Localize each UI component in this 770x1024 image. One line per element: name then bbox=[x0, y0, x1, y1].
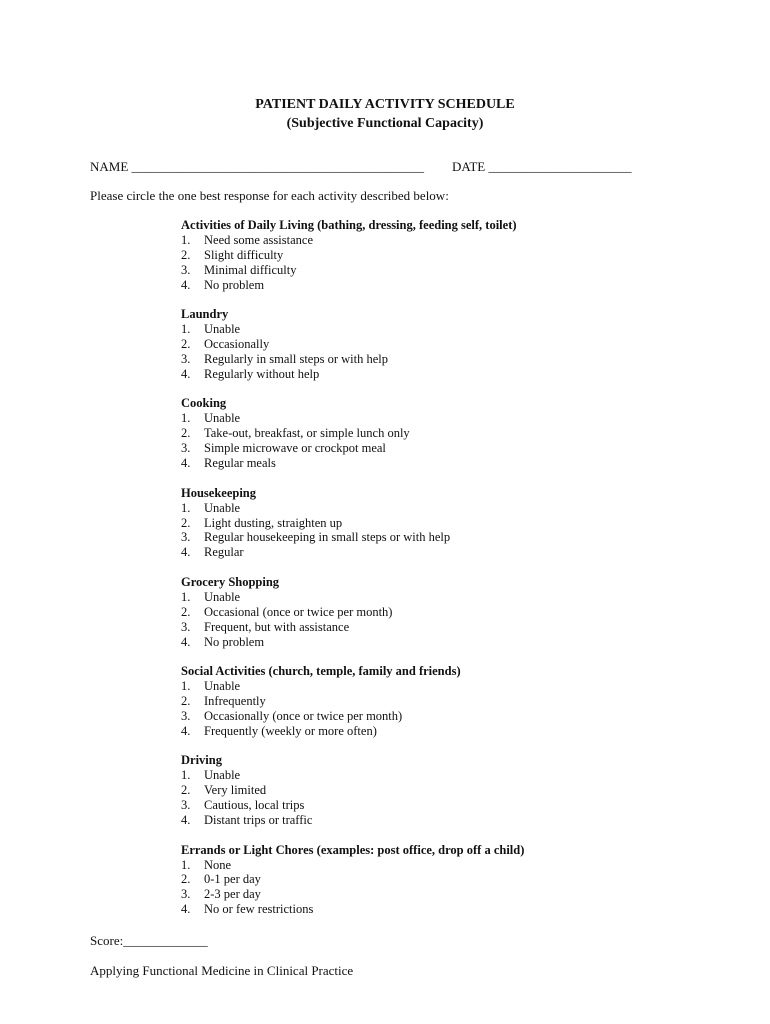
response-option[interactable] bbox=[181, 635, 661, 650]
response-option[interactable] bbox=[181, 516, 661, 531]
footer-text: Applying Functional Medicine in Clinical Practice bbox=[90, 963, 354, 978]
option-text: Regular housekeeping in small steps or with help bbox=[204, 530, 451, 545]
response-option[interactable] bbox=[181, 887, 661, 902]
option-number: 4. bbox=[181, 277, 191, 292]
response-option[interactable] bbox=[181, 798, 661, 813]
option-number: 2. bbox=[181, 872, 191, 887]
option-number: 2. bbox=[181, 694, 191, 708]
response-option[interactable] bbox=[181, 694, 661, 709]
response-option[interactable] bbox=[181, 441, 661, 456]
option-number: 2. bbox=[181, 783, 191, 798]
option-number: 3. bbox=[181, 798, 191, 813]
response-option[interactable] bbox=[181, 858, 661, 873]
response-option[interactable] bbox=[181, 545, 661, 560]
activity-section bbox=[181, 218, 661, 293]
option-number: 4. bbox=[181, 813, 191, 828]
document-subtitle: (Subjective Functional Capacity) bbox=[286, 116, 484, 131]
option-number: 4. bbox=[181, 366, 191, 381]
response-option[interactable] bbox=[181, 768, 661, 783]
option-number: 2. bbox=[181, 515, 191, 530]
response-option[interactable] bbox=[181, 278, 661, 293]
response-option[interactable] bbox=[181, 367, 661, 382]
activity-sections bbox=[181, 218, 661, 932]
response-option[interactable] bbox=[181, 530, 661, 545]
option-text: Simple microwave or crockpot meal bbox=[204, 441, 386, 456]
option-text: Occasionally (once or twice per month) bbox=[204, 708, 403, 723]
response-option[interactable] bbox=[181, 872, 661, 887]
option-text: Cautious, local trips bbox=[204, 798, 305, 813]
activity-section bbox=[181, 396, 661, 471]
option-text: Unable bbox=[204, 500, 241, 515]
option-number: 2. bbox=[181, 247, 191, 262]
option-text: None bbox=[204, 857, 232, 872]
option-number: 1. bbox=[181, 233, 191, 247]
response-option[interactable] bbox=[181, 813, 661, 828]
activity-section bbox=[181, 575, 661, 650]
activity-section bbox=[181, 753, 661, 828]
option-number: 3. bbox=[181, 441, 191, 456]
response-option[interactable] bbox=[181, 456, 661, 471]
option-text: 2-3 per day bbox=[204, 887, 261, 902]
option-number: 1. bbox=[181, 500, 191, 515]
option-number: 1. bbox=[181, 322, 191, 337]
option-number: 3. bbox=[181, 619, 191, 634]
option-text: Infrequently bbox=[204, 694, 266, 708]
response-option[interactable] bbox=[181, 783, 661, 798]
option-text: No problem bbox=[204, 277, 265, 292]
option-text: Regular meals bbox=[204, 456, 276, 471]
response-option[interactable] bbox=[181, 501, 661, 516]
name-field[interactable]: NAME _____________________________________________ bbox=[90, 159, 425, 174]
option-number: 2. bbox=[181, 337, 191, 352]
option-text: Light dusting, straighten up bbox=[204, 515, 343, 530]
date-field[interactable]: DATE ______________________ bbox=[452, 159, 632, 174]
option-number: 2. bbox=[181, 426, 191, 441]
option-number: 3. bbox=[181, 352, 191, 367]
response-option[interactable] bbox=[181, 411, 661, 426]
option-text: Regularly in small steps or with help bbox=[204, 352, 389, 367]
response-option[interactable] bbox=[181, 679, 661, 694]
response-option[interactable] bbox=[181, 233, 661, 248]
section-title: Errands or Light Chores (examples: post office, drop off a child) bbox=[181, 842, 525, 857]
section-title: Driving bbox=[181, 753, 222, 768]
option-number: 3. bbox=[181, 530, 191, 545]
option-number: 3. bbox=[181, 262, 191, 277]
option-number: 4. bbox=[181, 723, 191, 738]
option-number: 3. bbox=[181, 708, 191, 723]
section-title: Housekeeping bbox=[181, 485, 257, 500]
response-option[interactable] bbox=[181, 902, 661, 917]
option-text: Regular bbox=[204, 545, 244, 560]
response-option[interactable] bbox=[181, 337, 661, 352]
option-text: Unable bbox=[204, 768, 241, 783]
response-option[interactable] bbox=[181, 426, 661, 441]
option-number: 1. bbox=[181, 679, 191, 694]
response-option[interactable] bbox=[181, 263, 661, 278]
section-title: Cooking bbox=[181, 396, 227, 411]
option-number: 1. bbox=[181, 411, 191, 426]
response-option[interactable] bbox=[181, 709, 661, 724]
option-number: 3. bbox=[181, 887, 191, 902]
option-text: 0-1 per day bbox=[204, 872, 261, 887]
activity-section bbox=[181, 664, 661, 739]
response-option[interactable] bbox=[181, 620, 661, 635]
section-title: Activities of Daily Living (bathing, dressing, feeding self, toilet) bbox=[181, 218, 517, 232]
section-title: Grocery Shopping bbox=[181, 574, 280, 589]
option-text: Very limited bbox=[204, 783, 267, 798]
option-text: Distant trips or traffic bbox=[204, 813, 313, 828]
option-text: No problem bbox=[204, 634, 265, 649]
option-text: Slight difficulty bbox=[204, 247, 284, 262]
option-text: Unable bbox=[204, 679, 241, 694]
response-option[interactable] bbox=[181, 605, 661, 620]
option-number: 4. bbox=[181, 456, 191, 471]
option-text: Frequently (weekly or more often) bbox=[204, 723, 377, 738]
option-number: 1. bbox=[181, 857, 191, 872]
section-title: Social Activities (church, temple, family and friends) bbox=[181, 664, 461, 679]
option-text: Unable bbox=[204, 589, 241, 604]
option-text: Unable bbox=[204, 322, 241, 337]
option-number: 1. bbox=[181, 768, 191, 783]
option-number: 4. bbox=[181, 634, 191, 649]
option-text: Minimal difficulty bbox=[204, 262, 297, 277]
option-number: 4. bbox=[181, 545, 191, 560]
option-text: Take-out, breakfast, or simple lunch only bbox=[204, 426, 410, 441]
option-text: Need some assistance bbox=[204, 233, 313, 247]
option-text: Regularly without help bbox=[204, 366, 320, 381]
instructions-text: Please circle the one best response for each activity described below: bbox=[90, 188, 449, 203]
option-number: 2. bbox=[181, 604, 191, 619]
option-number: 1. bbox=[181, 589, 191, 604]
document-title: PATIENT DAILY ACTIVITY SCHEDULE bbox=[255, 97, 515, 112]
activity-section bbox=[181, 843, 661, 918]
activity-section bbox=[181, 307, 661, 382]
response-option[interactable] bbox=[181, 724, 661, 739]
response-option[interactable] bbox=[181, 352, 661, 367]
option-text: No or few restrictions bbox=[204, 902, 314, 917]
option-text: Occasional (once or twice per month) bbox=[204, 604, 393, 619]
response-option[interactable] bbox=[181, 322, 661, 337]
option-text: Frequent, but with assistance bbox=[204, 619, 350, 634]
response-option[interactable] bbox=[181, 248, 661, 263]
option-text: Unable bbox=[204, 411, 241, 426]
option-text: Occasionally bbox=[204, 337, 270, 352]
score-field[interactable]: Score:_____________ bbox=[90, 933, 208, 948]
activity-section bbox=[181, 486, 661, 561]
section-title: Laundry bbox=[181, 307, 229, 322]
response-option[interactable] bbox=[181, 590, 661, 605]
option-number: 4. bbox=[181, 902, 191, 917]
title-block bbox=[0, 95, 770, 133]
